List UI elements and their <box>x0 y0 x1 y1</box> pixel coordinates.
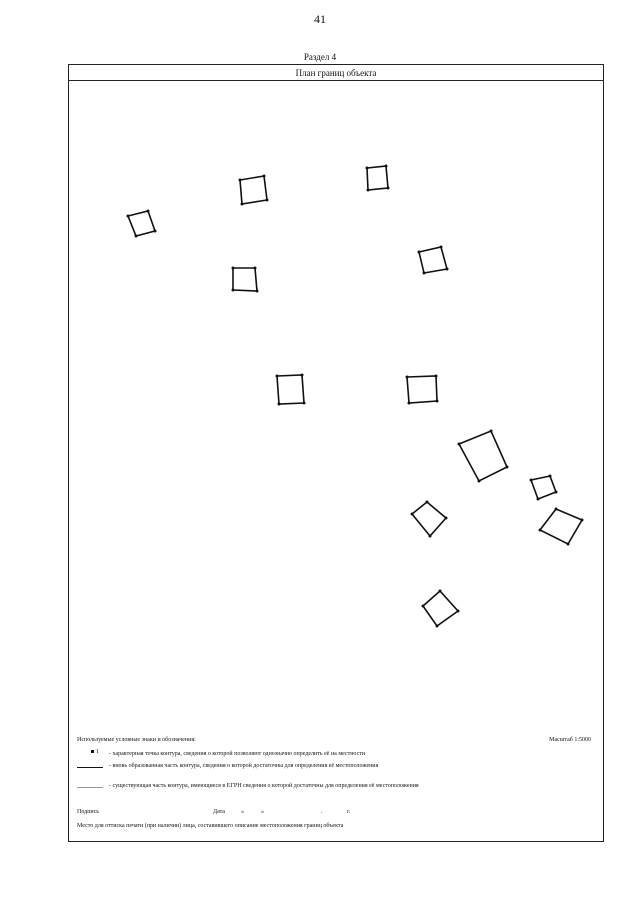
contour-point <box>490 430 493 433</box>
contour-point <box>154 230 157 233</box>
contour-point <box>537 498 540 501</box>
parcel-contour <box>277 375 304 404</box>
contour-point <box>549 475 552 478</box>
legend-text-existing-line: - существующая часть контура, имеющиеся в ЕГРН сведения о которой достаточны для определения её местоположения <box>109 783 419 789</box>
contour-point <box>385 165 388 168</box>
legend-text-new-line: - вновь образованная часть контура, сведения о которой достаточны для определения её местоположения <box>109 763 379 769</box>
contour-point <box>303 402 306 405</box>
point-symbol-label: 1 <box>96 749 99 755</box>
contour-point <box>440 246 443 249</box>
contour-point <box>446 268 449 271</box>
contour-point <box>239 179 242 182</box>
point-symbol <box>91 749 99 756</box>
contour-point <box>254 267 257 270</box>
parcel-contour <box>367 166 388 190</box>
contour-point <box>147 210 150 213</box>
contour-point <box>435 375 438 378</box>
date-dot: . <box>321 809 323 815</box>
contour-point <box>266 199 269 202</box>
parcel-contour <box>540 509 582 544</box>
contour-point <box>367 189 370 192</box>
plan-title: План границ объекта <box>69 65 603 81</box>
contour-point <box>506 466 509 469</box>
contour-point <box>478 480 481 483</box>
date-quote-open: « <box>241 809 244 815</box>
legend-heading: Используемые условные знаки и обозначения: <box>77 737 196 743</box>
new-line-symbol <box>77 767 103 773</box>
contour-point <box>278 403 281 406</box>
stamp-note: Место для оттиска печати (при наличии) лица, составившего описание местоположения границ объекта <box>77 823 344 829</box>
scale-label: Масштаб 1:5000 <box>549 737 591 743</box>
contour-point <box>436 625 439 628</box>
parcel-contour <box>412 502 446 536</box>
section-title: Раздел 4 <box>303 52 337 62</box>
parcel-contour <box>531 476 556 499</box>
existing-line-symbol <box>77 787 103 793</box>
contour-point <box>429 535 432 538</box>
contour-point <box>530 479 533 482</box>
page-number: 41 <box>314 12 326 26</box>
parcel-contour <box>423 591 458 626</box>
contour-point <box>422 605 425 608</box>
contour-point <box>411 513 414 516</box>
contour-point <box>445 517 448 520</box>
contour-point <box>263 175 266 178</box>
contour-point <box>418 251 421 254</box>
parcel-contour <box>459 431 507 481</box>
contour-point <box>436 400 439 403</box>
parcel-contour <box>419 247 447 273</box>
contour-point <box>555 491 558 494</box>
contour-point <box>232 289 235 292</box>
contour-point <box>387 187 390 190</box>
contour-point <box>366 167 369 170</box>
contour-point <box>256 290 259 293</box>
legend-text-point: - характерная точка контура, сведения о которой позволяют однозначно определить её на местности <box>109 751 366 757</box>
contour-point <box>241 203 244 206</box>
plan-drawing <box>69 81 603 721</box>
contour-point <box>408 402 411 405</box>
parcel-contour <box>407 376 437 403</box>
contour-point <box>426 501 429 504</box>
point-dot-icon <box>91 750 94 753</box>
signature-label: Подпись <box>77 809 100 815</box>
contour-point <box>406 376 409 379</box>
contour-point <box>127 215 130 218</box>
contour-point <box>135 235 138 238</box>
contour-point <box>439 590 442 593</box>
contour-point <box>457 610 460 613</box>
parcel-contour <box>240 176 267 204</box>
date-label: Дата <box>213 809 225 815</box>
parcel-contour <box>128 211 155 236</box>
date-quote-close: » <box>261 809 264 815</box>
plan-frame <box>68 64 604 842</box>
contour-point <box>301 374 304 377</box>
contour-point <box>581 519 584 522</box>
contour-point <box>232 267 235 270</box>
contour-point <box>458 443 461 446</box>
parcel-contour <box>233 268 257 291</box>
contour-point <box>423 272 426 275</box>
contour-point <box>539 529 542 532</box>
contour-point <box>276 375 279 378</box>
contour-point <box>567 543 570 546</box>
date-year-suffix: г. <box>347 809 351 815</box>
contour-point <box>555 508 558 511</box>
